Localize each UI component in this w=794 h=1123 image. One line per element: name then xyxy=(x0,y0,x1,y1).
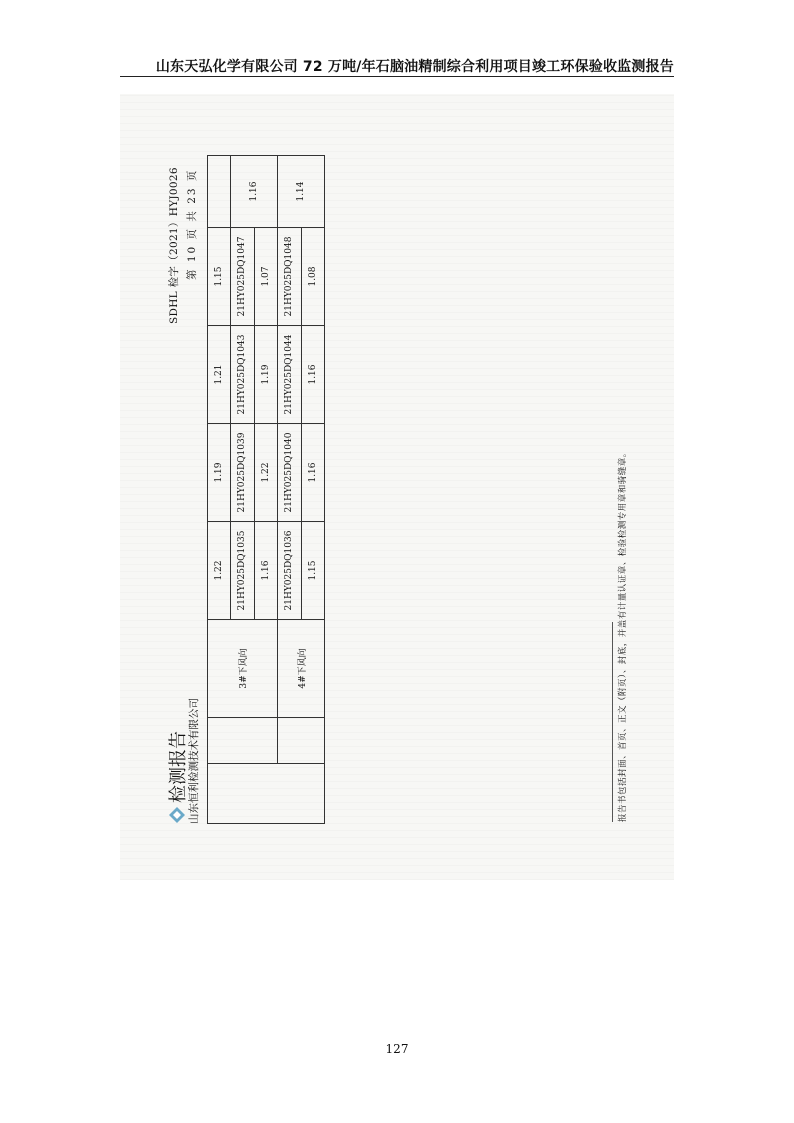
value-cell: 1.15 xyxy=(301,522,325,620)
location-cell: 3#下风向 xyxy=(208,620,278,718)
report-header-title: 山东天弘化学有限公司 72 万吨/年石脑油精制综合利用项目竣工环保验收监测报告 xyxy=(155,59,674,75)
table-cell xyxy=(208,718,278,764)
footnote-divider xyxy=(612,622,613,822)
sample-id-cell: 21HY025DQ1044 xyxy=(278,326,302,424)
table-row xyxy=(208,156,231,824)
location-cell: 4#下风向 xyxy=(278,620,325,718)
value-cell: 1.19 xyxy=(208,424,231,522)
sample-id-cell: 21HY025DQ1048 xyxy=(278,228,302,326)
table-row xyxy=(278,156,302,824)
value-cell: 1.07 xyxy=(254,228,278,326)
company-name: 山东恒利检测技术有限公司 xyxy=(188,698,200,824)
sample-id-cell: 21HY025DQ1040 xyxy=(278,424,302,522)
value-cell: 1.16 xyxy=(301,326,325,424)
page-number: 127 xyxy=(385,1042,409,1056)
value-cell: 1.16 xyxy=(254,522,278,620)
sample-id-cell: 21HY025DQ1047 xyxy=(231,228,255,326)
value-cell: 1.22 xyxy=(254,424,278,522)
table-cell xyxy=(278,718,325,764)
sample-id-cell: 21HY025DQ1036 xyxy=(278,522,302,620)
value-cell: 1.22 xyxy=(208,522,231,620)
company-logo-icon xyxy=(168,806,186,824)
value-cell: 1.15 xyxy=(208,228,231,326)
value-cell: 1.19 xyxy=(254,326,278,424)
table-cell xyxy=(208,156,231,228)
sample-id-cell: 21HY025DQ1039 xyxy=(231,424,255,522)
rotated-report-content xyxy=(120,94,674,880)
sample-id-cell: 21HY025DQ1035 xyxy=(231,522,255,620)
max-value-cell: 1.16 xyxy=(231,156,278,228)
header-divider xyxy=(120,76,674,77)
report-number: SDHL 检字（2021）HYJ0026 xyxy=(168,167,180,324)
page-info: 第 10 页 共 23 页 xyxy=(186,168,198,280)
value-cell: 1.16 xyxy=(301,424,325,522)
sample-id-cell: 21HY025DQ1043 xyxy=(231,326,255,424)
scanned-report-page xyxy=(120,94,674,880)
max-value-cell: 1.14 xyxy=(278,156,325,228)
footnote: 报告书包括封面、首页、正文（附页）、封底，并盖有计量认证章、检验检测专用章和骑缝章。 xyxy=(618,448,628,822)
table-cell xyxy=(208,764,325,824)
monitoring-table xyxy=(207,155,325,824)
logo-title: 检测报告 xyxy=(168,731,189,803)
value-cell: 1.21 xyxy=(208,326,231,424)
value-cell: 1.08 xyxy=(301,228,325,326)
